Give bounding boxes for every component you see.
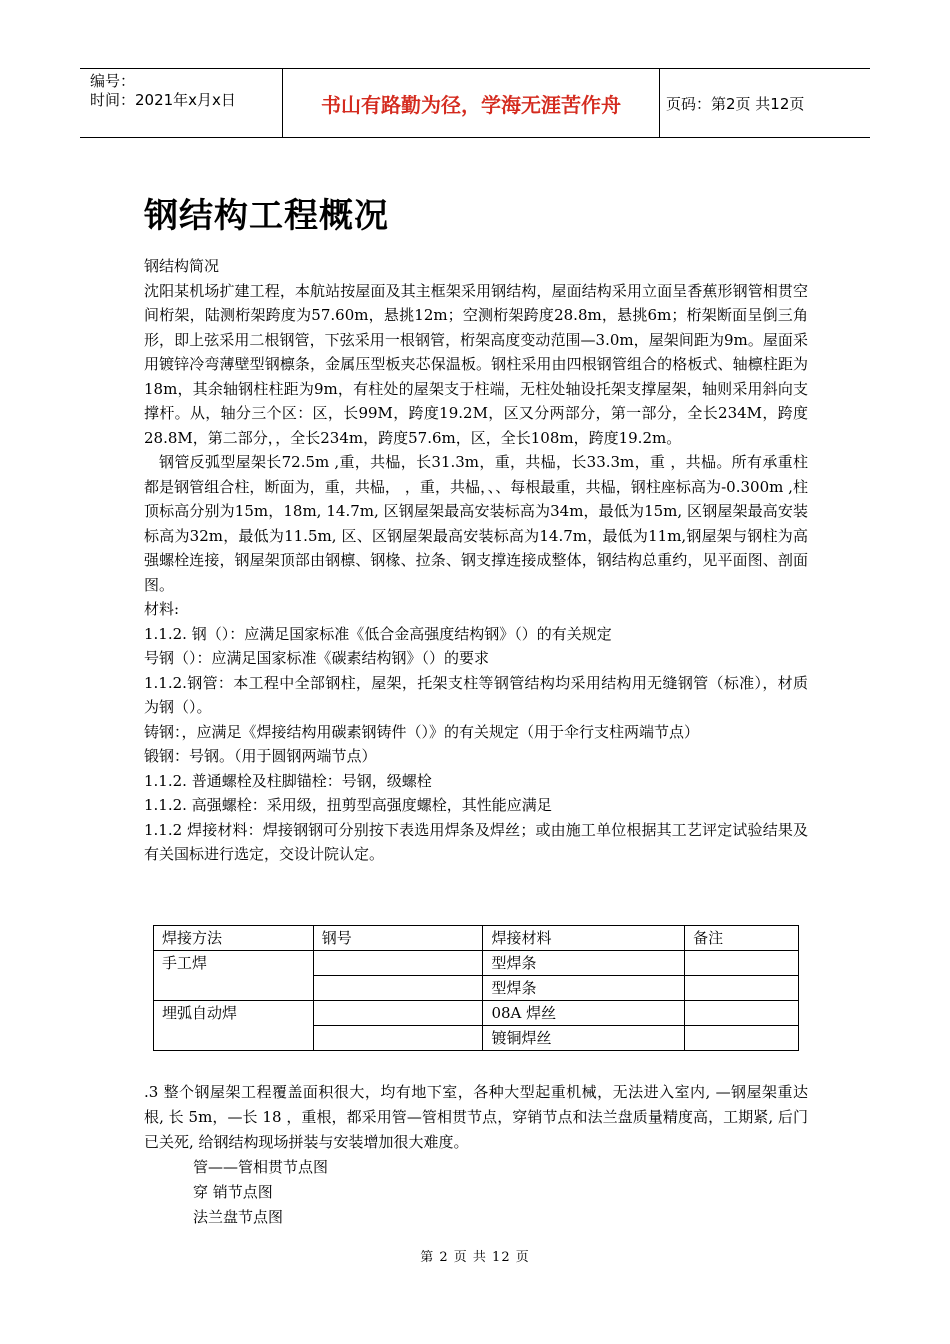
document-title: 钢结构工程概况: [144, 196, 389, 236]
page-header: [80, 68, 870, 138]
table-cell: [685, 1001, 799, 1026]
table-header-cell: 钢号: [313, 926, 483, 951]
paragraph: 1.1.2 焊接材料：焊接钢钢可分别按下表选用焊条及焊丝；或由施工单位根据其工艺评定试验结果及有关国标进行选定，交设计院认定。: [144, 820, 808, 863]
paragraph: 1.1.2. 高强螺栓：采用级，扭剪型高强度螺栓，其性能应满足: [144, 796, 552, 814]
table-cell: [685, 976, 799, 1001]
table-cell: 型焊条: [483, 976, 685, 1001]
figure-caption: 法兰盘节点图: [193, 1208, 284, 1226]
paragraph: 1.1.2. 钢（）：应满足国家标准《低合金高强度结构钢》（）的有关规定: [144, 624, 612, 643]
table-cell: [685, 1026, 799, 1051]
table-header-cell: 备注: [685, 926, 799, 951]
paragraph: 钢管反弧型屋架长72.5m ,重，共榀，长31.3m，重，共榀，长33.3m，重 ，共榀。所有承重柱都是钢管组合柱，断面为，重，共榀， ，重，共榀，、、每根最重，共榀，钢柱座标高为-0.300m ,柱顶标高分别为15m，18m, 14.7m, 区钢屋架最高安装标高为34m，最低为15m, 区钢屋架最高安装标高为32m，最低为11.5m, 区、区钢屋架最高安装标高为14.7m，最低为11m,钢屋架与钢柱为高强螺栓连接，钢屋架顶部由钢檩、钢椽、拉条、钢支撑连接成整体，钢结构总重约，见平面图、剖面图。: [144, 453, 808, 594]
paragraph: 材料:: [144, 600, 180, 618]
number-label: 编号：: [90, 72, 136, 90]
header-meta: [80, 69, 282, 137]
table-cell: [313, 951, 483, 976]
page-footer: 第 2 页 共 12 页: [420, 1250, 530, 1265]
table-header-cell: 焊接方法: [154, 926, 314, 951]
figure-caption: 穿 销节点图: [193, 1183, 273, 1201]
table-cell: 型焊条: [483, 951, 685, 976]
table-cell: 埋弧自动焊: [154, 1001, 314, 1051]
figure-caption: 管——管相贯节点图: [193, 1158, 329, 1176]
closing-section: [144, 1080, 808, 1155]
table-cell: [313, 976, 483, 1001]
paragraph: 1.1.2.钢管：本工程中全部钢柱，屋架，托架支柱等钢管结构均采用结构用无缝钢管（标准），材质为钢（）。: [144, 673, 808, 716]
section-heading: 钢结构简况: [144, 257, 220, 275]
table-header-cell: 焊接材料: [483, 926, 685, 951]
document-body: [144, 254, 808, 867]
paragraph: 1.1.2. 普通螺栓及柱脚锚栓：号钢，级螺栓: [144, 771, 432, 790]
paragraph: 沈阳某机场扩建工程，本航站按屋面及其主框架采用钢结构，屋面结构采用立面呈香蕉形钢管相贯空间桁架，陆测桁架跨度为57.60m，悬挑12m；空测桁架跨度28.8m，悬挑6m；桁架断面呈倒三角形，即上弦采用二根钢管，下弦采用一根钢管，桁架高度变动范围—3.0m，屋架间距为9m。屋面采用镀锌冷弯薄壁型钢檩条，金属压型板夹芯保温板。钢柱采用由四根钢管组合的格板式、轴檩柱距为18m，其余轴钢柱柱距为9m，有柱处的屋架支于柱端，无柱处轴设托架支撑屋架，轴则采用斜向支撑杆。从，轴分三个区：区，长99M，跨度19.2M，区又分两部分，第一部分，全长234M，跨度28.8M，第二部分，，全长234m，跨度57.6m，区，全长108m，跨度19.2m。: [144, 281, 808, 447]
table-row: [154, 951, 799, 976]
table-header-row: [154, 926, 799, 951]
table-cell: 手工焊: [154, 951, 314, 1001]
date-label: 时间：2021年x月x日: [90, 91, 236, 109]
paragraph: 号钢（）：应满足国家标准《碳素结构钢》（）的要求: [144, 649, 490, 667]
weld-table: [153, 925, 799, 1051]
header-motto: 书山有路勤为径，学海无涯苦作舟: [282, 69, 660, 137]
paragraph: 铸钢：，应满足《焊接结构用碳素钢铸件（）》的有关规定（用于伞行支柱两端节点）: [144, 722, 700, 741]
paragraph: 锻钢：号钢。（用于圆钢两端节点）: [144, 747, 377, 765]
table-cell: [313, 1001, 483, 1026]
table-cell: [313, 1026, 483, 1051]
figure-list: [193, 1155, 328, 1230]
table-cell: [685, 951, 799, 976]
table-cell: 镀铜焊丝: [483, 1026, 685, 1051]
table-cell: 08A 焊丝: [483, 1001, 685, 1026]
table-row: [154, 1001, 799, 1026]
header-page-info: 页码：第2页 共12页: [666, 94, 805, 113]
paragraph: .3 整个钢屋架工程覆盖面积很大，均有地下室，各种大型起重机械，无法进入室内, —钢屋架重达 根, 长 5m，—长 18 ，重根，都采用管—管相贯节点，穿销节点和法兰盘质量精度高，工期紧, 后门已关死, 给钢结构现场拼装与安装增加很大难度。: [144, 1083, 808, 1151]
